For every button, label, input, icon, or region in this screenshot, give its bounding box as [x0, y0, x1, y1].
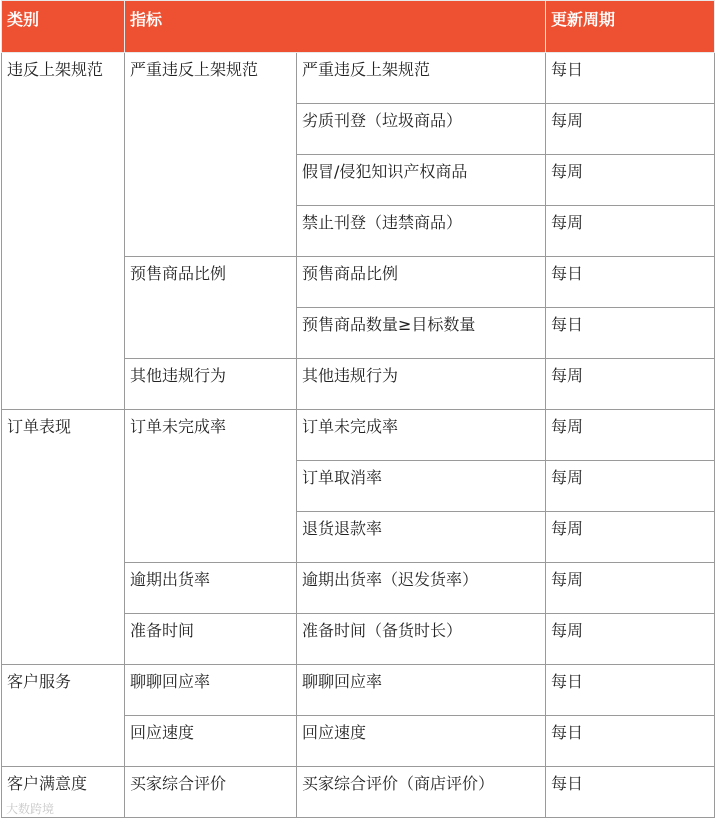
indicator-cell: 逾期出货率 — [125, 563, 297, 614]
watermark: 大数跨境 — [6, 802, 55, 816]
indicator-cell: 买家综合评价 — [125, 767, 297, 818]
sub-indicator-cell: 回应速度 — [297, 716, 546, 767]
cycle-cell: 每周 — [546, 461, 715, 512]
header-category: 类别 — [2, 1, 125, 53]
sub-indicator-cell: 预售商品比例 — [297, 257, 546, 308]
metrics-table — [1, 0, 715, 818]
indicator-cell: 预售商品比例 — [125, 257, 297, 359]
cycle-cell: 每日 — [546, 308, 715, 359]
sub-indicator-cell: 准备时间（备货时长） — [297, 614, 546, 665]
cycle-cell: 每周 — [546, 359, 715, 410]
table-row — [2, 410, 715, 461]
cycle-cell: 每周 — [546, 563, 715, 614]
indicator-cell: 订单未完成率 — [125, 410, 297, 563]
category-cell: 客户服务 — [2, 665, 125, 767]
header-indicator: 指标 — [125, 1, 546, 53]
indicator-cell: 其他违规行为 — [125, 359, 297, 410]
indicator-cell: 严重违反上架规范 — [125, 53, 297, 257]
cycle-cell: 每日 — [546, 767, 715, 818]
sub-indicator-cell: 其他违规行为 — [297, 359, 546, 410]
cycle-cell: 每周 — [546, 104, 715, 155]
category-cell: 违反上架规范 — [2, 53, 125, 410]
indicator-cell: 回应速度 — [125, 716, 297, 767]
header-update-cycle: 更新周期 — [546, 1, 715, 53]
cycle-cell: 每日 — [546, 53, 715, 104]
sub-indicator-cell: 订单未完成率 — [297, 410, 546, 461]
table-row — [2, 665, 715, 716]
cycle-cell: 每周 — [546, 512, 715, 563]
sub-indicator-cell: 禁止刊登（违禁商品） — [297, 206, 546, 257]
sub-indicator-cell: 买家综合评价（商店评价） — [297, 767, 546, 818]
sub-indicator-cell: 严重违反上架规范 — [297, 53, 546, 104]
cycle-cell: 每周 — [546, 155, 715, 206]
indicator-cell: 准备时间 — [125, 614, 297, 665]
cycle-cell: 每日 — [546, 716, 715, 767]
cycle-cell: 每日 — [546, 257, 715, 308]
sub-indicator-cell: 聊聊回应率 — [297, 665, 546, 716]
sub-indicator-cell: 劣质刊登（垃圾商品） — [297, 104, 546, 155]
sub-indicator-cell: 预售商品数量≥目标数量 — [297, 308, 546, 359]
category-cell: 订单表现 — [2, 410, 125, 665]
cycle-cell: 每日 — [546, 665, 715, 716]
cycle-cell: 每周 — [546, 614, 715, 665]
table-row — [2, 53, 715, 104]
cycle-cell: 每周 — [546, 206, 715, 257]
category-cell: 客户满意度 — [2, 767, 125, 818]
sub-indicator-cell: 退货退款率 — [297, 512, 546, 563]
indicator-cell: 聊聊回应率 — [125, 665, 297, 716]
sub-indicator-cell: 订单取消率 — [297, 461, 546, 512]
sub-indicator-cell: 逾期出货率（迟发货率） — [297, 563, 546, 614]
table-header-row — [2, 1, 715, 53]
sub-indicator-cell: 假冒/侵犯知识产权商品 — [297, 155, 546, 206]
table-row — [2, 767, 715, 818]
cycle-cell: 每周 — [546, 410, 715, 461]
